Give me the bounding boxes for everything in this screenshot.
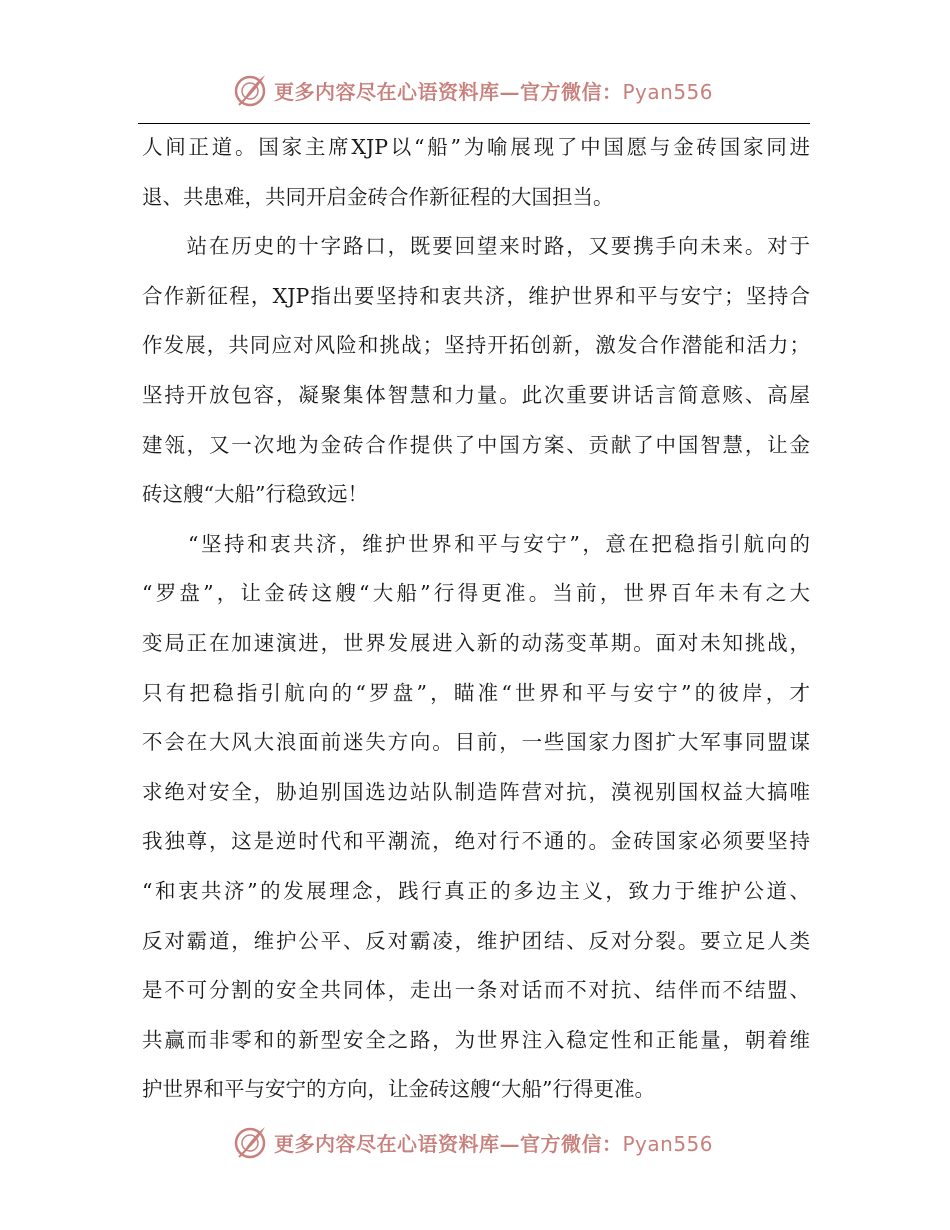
text-line: “和衷共济”的发展理念，践行真正的多边主义，致力于维护公道、	[142, 878, 810, 903]
text-line: 变局正在加速演进，世界发展进入新的动荡变革期。面对未知挑战，	[142, 630, 810, 655]
text-line: 反对霸道，维护公平、反对霸凌，维护团结、反对分裂。要立足人类	[142, 928, 810, 953]
text-line: 是不可分割的安全共同体，走出一条对话而不对抗、结伴而不结盟、	[142, 978, 810, 1003]
quill-logo-icon	[232, 72, 268, 108]
footer-banner-text	[274, 1128, 713, 1157]
footer-wechat-id: Pyan556	[622, 1131, 714, 1156]
text-line: 站在历史的十字路口，既要回望来时路，又要携手向未来。对于	[142, 234, 810, 259]
text-line: 砖这艘“大船”行稳致远！	[142, 482, 368, 507]
text-line: “罗盘”，让金砖这艘“大船”行得更准。当前，世界百年未有之大	[142, 581, 810, 606]
text-line: 退、共患难，共同开启金砖合作新征程的大国担当。	[142, 184, 614, 209]
text-line: 人间正道。国家主席XJP以“船”为喻展现了中国愿与金砖国家同进	[142, 135, 810, 159]
text-line: 只有把稳指引航向的“罗盘”，瞄准“世界和平与安宁”的彼岸，才	[142, 680, 810, 705]
header-wechat-id: Pyan556	[622, 79, 714, 104]
header-banner	[232, 70, 713, 110]
quill-logo-icon	[232, 1124, 268, 1160]
footer-banner-cn: 更多内容尽在心语资料库—官方微信：	[274, 1131, 623, 1156]
text-line: 共赢而非零和的新型安全之路，为世界注入稳定性和正能量，朝着维	[142, 1027, 810, 1052]
text-line: 求绝对安全，胁迫别国选边站队制造阵营对抗，漠视别国权益大搞唯	[142, 779, 810, 804]
text-line: 我独尊，这是逆时代和平潮流，绝对行不通的。金砖国家必须要坚持	[142, 829, 810, 854]
text-line: 作发展，共同应对风险和挑战；坚持开拓创新，激发合作潜能和活力；	[142, 333, 810, 358]
text-line: 建瓴，又一次地为金砖合作提供了中国方案、贡献了中国智慧，让金	[142, 432, 810, 457]
text-line: 坚持开放包容，凝聚集体智慧和力量。此次重要讲话言简意赅、高屋	[142, 382, 810, 407]
text-line: 合作新征程，XJP指出要坚持和衷共济，维护世界和平与安宁；坚持合	[142, 283, 810, 308]
header-banner-cn: 更多内容尽在心语资料库—官方微信：	[274, 79, 623, 104]
footer-banner	[232, 1122, 713, 1162]
article-body	[142, 123, 810, 1115]
header-banner-text	[274, 76, 713, 105]
text-line: 护世界和平与安宁的方向，让金砖这艘“大船”行得更准。	[142, 1077, 655, 1102]
text-line: 不会在大风大浪面前迷失方向。目前，一些国家力图扩大军事同盟谋	[142, 730, 810, 755]
text-line: “坚持和衷共济，维护世界和平与安宁”，意在把稳指引航向的	[142, 531, 810, 556]
